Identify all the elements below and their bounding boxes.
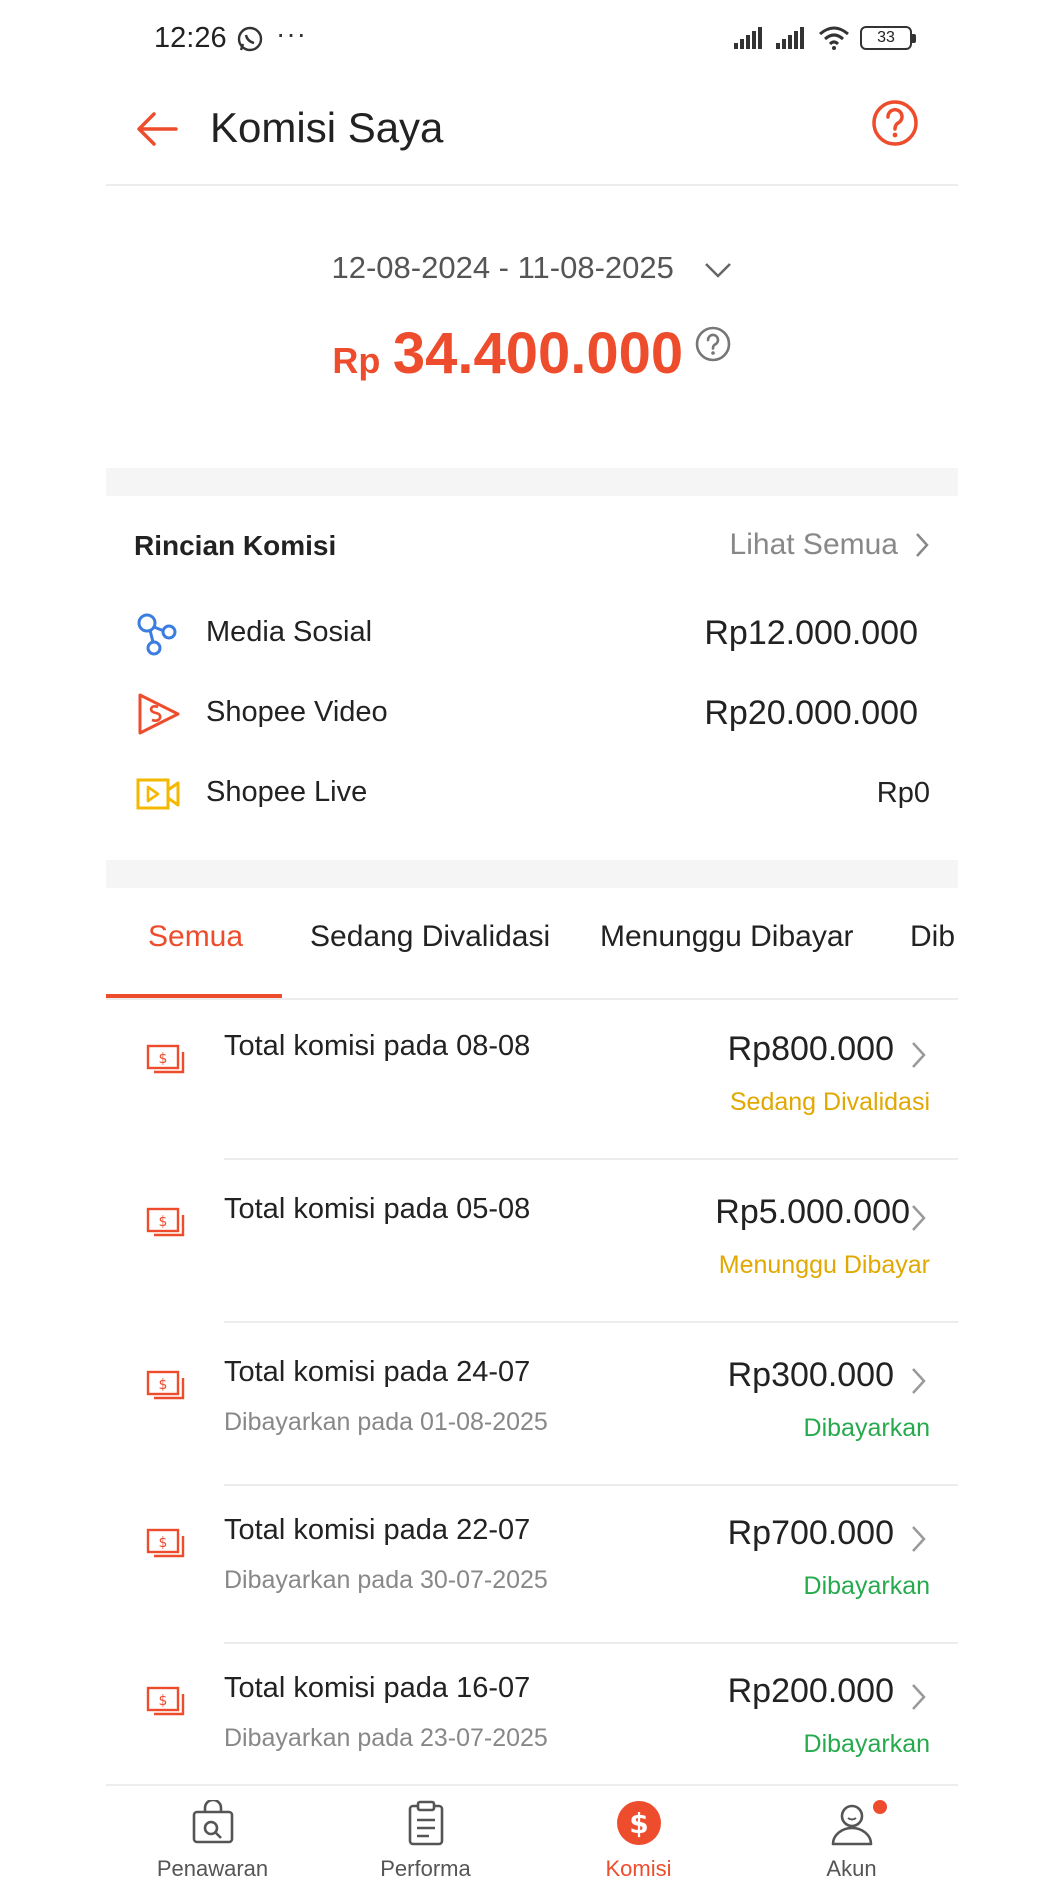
item-amount: Rp300.000 [727,1356,894,1394]
status-time: 12:26 [154,22,227,54]
shopee-video-icon [134,690,182,738]
item-title: Total komisi pada 24-07 [224,1356,531,1388]
item-title: Total komisi pada 16-07 [224,1672,531,1704]
commission-page [106,0,958,1890]
item-title: Total komisi pada 08-08 [224,1030,531,1062]
item-subtitle: Dibayarkan pada 01-08-2025 [224,1408,548,1436]
commission-item[interactable] [106,1642,958,1802]
battery-icon: 33 [860,26,912,50]
whatsapp-icon [236,25,264,53]
live-camera-icon [134,770,182,818]
date-range-selector[interactable] [106,250,958,286]
section-separator [106,860,958,888]
nav-penawaran[interactable] [106,1786,319,1890]
nav-komisi[interactable] [532,1786,745,1890]
svg-text:$: $ [158,1693,168,1709]
date-range-text: 12-08-2024 - 11-08-2025 [331,250,674,285]
active-tab-indicator [106,994,282,998]
money-bills-icon [146,1205,190,1243]
divider [224,1321,958,1323]
status-bar [106,0,958,80]
nav-label: Komisi [605,1856,672,1881]
svg-text:$: $ [158,1377,168,1393]
breakdown-value: Rp20.000.000 [704,694,918,732]
dollar-coin-icon [616,1800,662,1846]
status-more-dots: ··· [276,18,307,49]
item-status: Sedang Divalidasi [729,1088,930,1116]
tab-sedang-divalidasi[interactable]: Sedang Divalidasi [310,920,551,953]
breakdown-row-shopee-live [106,764,958,824]
item-status: Dibayarkan [803,1414,930,1442]
commission-item[interactable] [106,1326,958,1486]
item-status: Dibayarkan [803,1572,930,1600]
tab-semua[interactable]: Semua [148,920,244,953]
chevron-right-icon [910,1203,928,1233]
status-tabs [106,890,958,1000]
tab-menunggu-dibayar[interactable]: Menunggu Dibayar [600,920,854,953]
svg-text:$: $ [629,1807,649,1840]
tab-dibayarkan[interactable]: Dib [910,920,956,953]
svg-text:$: $ [158,1051,168,1067]
commission-item[interactable] [106,1000,958,1160]
nav-label: Akun [826,1856,877,1881]
item-status: Menunggu Dibayar [718,1251,930,1279]
share-network-icon [134,610,182,658]
commission-item[interactable] [106,1484,958,1644]
shopping-bag-icon [190,1800,236,1846]
money-bills-icon [146,1684,190,1722]
breakdown-label: Shopee Video [206,696,388,728]
info-question-icon[interactable] [694,325,732,363]
item-status: Dibayarkan [803,1730,930,1758]
notification-dot [873,1800,887,1814]
money-bills-icon [146,1368,190,1406]
breakdown-label: Shopee Live [206,776,368,808]
item-amount: Rp700.000 [727,1514,894,1552]
money-bills-icon [146,1526,190,1564]
breakdown-title: Rincian Komisi [134,530,337,561]
nav-label: Penawaran [156,1856,269,1881]
total-amount: 34.400.000 [392,321,684,386]
see-all-label: Lihat Semua [729,528,898,561]
wifi-icon [818,26,850,50]
divider [224,1158,958,1160]
total-commission [106,320,958,387]
item-subtitle: Dibayarkan pada 23-07-2025 [224,1724,548,1752]
user-icon [829,1800,875,1846]
money-bills-icon [146,1042,190,1080]
breakdown-value: Rp0 [876,777,930,809]
chevron-right-icon [910,1682,928,1712]
breakdown-value: Rp12.000.000 [704,614,918,652]
see-all-link[interactable] [730,528,930,562]
nav-label: Performa [380,1856,471,1881]
top-bar [106,80,958,186]
chevron-right-icon [914,531,930,559]
signal-icon-2 [776,27,808,49]
svg-text:$: $ [158,1214,168,1230]
signal-icon [734,27,766,49]
chevron-right-icon [910,1366,928,1396]
item-amount: Rp800.000 [727,1030,894,1068]
total-currency: Rp [332,340,381,381]
page-title: Komisi Saya [210,104,444,151]
clipboard-icon [403,1800,449,1846]
breakdown-row-shopee-video [106,684,958,744]
chevron-right-icon [910,1040,928,1070]
section-separator [106,468,958,496]
breakdown-row-media-sosial [106,604,958,664]
breakdown-label: Media Sosial [206,616,373,648]
chevron-right-icon [910,1524,928,1554]
commission-item[interactable] [106,1163,958,1323]
item-amount: Rp5.000.000 [715,1193,910,1231]
status-indicators [734,26,912,50]
item-title: Total komisi pada 05-08 [224,1193,531,1225]
item-amount: Rp200.000 [727,1672,894,1710]
bottom-navigation [106,1784,958,1890]
back-arrow-icon[interactable] [132,104,182,154]
nav-performa[interactable] [319,1786,532,1890]
item-subtitle: Dibayarkan pada 30-07-2025 [224,1566,548,1594]
item-title: Total komisi pada 22-07 [224,1514,531,1546]
help-icon[interactable] [870,98,920,148]
svg-text:$: $ [158,1535,168,1551]
chevron-down-icon [703,260,733,280]
nav-akun[interactable] [745,1786,958,1890]
